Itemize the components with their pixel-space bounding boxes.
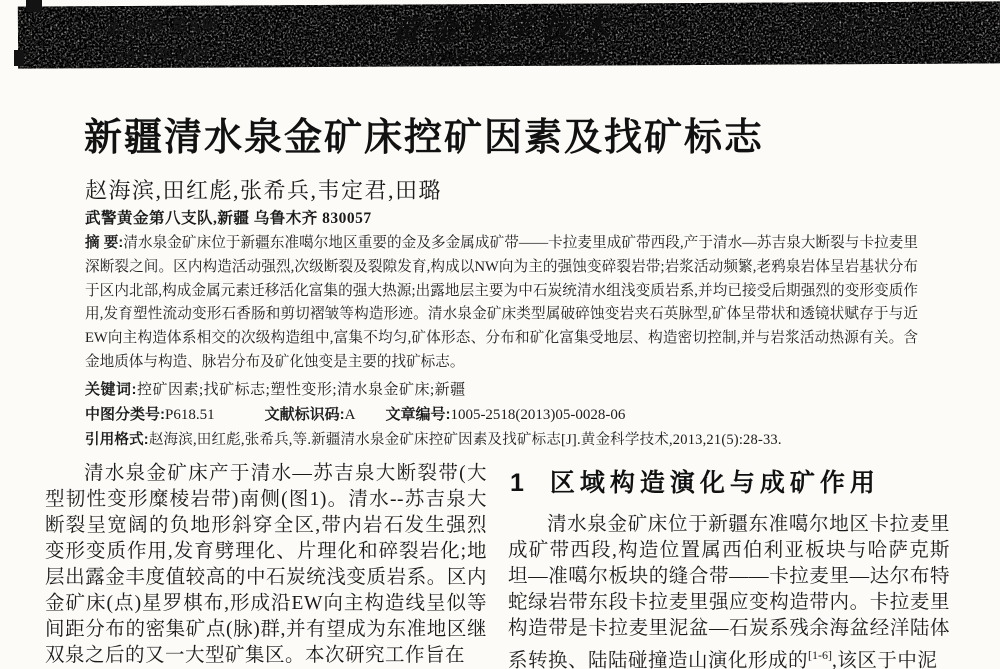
abstract-text: 清水泉金矿床位于新疆东准噶尔地区重要的金及多金属成矿带——卡拉麦里成矿带西段,产于清水—苏吉泉大断裂与卡拉麦里深断裂之间。区内构造活动强烈,次级断裂及裂隙发育,构成以NW向为主的强蚀变碎裂岩带;岩浆活动频繁,老鸦泉岩体呈岩基状分布于区内北部,构成金属元素迁移活化富集的强大热源;出露地层主要为中石炭统清水组浅变质岩系,并均已接受后期强烈的变形变质作用,发育塑性流动变形石香肠和剪切褶皱等构造形迹。清水泉金矿床类型属破碎蚀变岩夹石英脉型,矿体呈带状和透镜状赋存于与近EW向主构造体系相交的次级构造组中,富集不均匀,矿体形态、分布和矿化富集受地层、构造密切控制,并与岩浆活动热源有关。含金地质体与构造、脉岩分布及矿化蚀变是主要的找矿标志。: [85, 235, 919, 370]
section-1-text-after-ref: ,该区于中泥: [832, 650, 938, 669]
intro-paragraph: 清水泉金矿床产于清水—苏吉泉大断裂带(大型韧性变形糜棱岩带)南侧(图1)。清水--苏吉泉大断裂呈宽阔的负地形斜穿全区,带内岩石发生强烈变形变质作用,发育劈理化、片理化和碎裂岩化;地层出露金丰度值较高的中石炭统浅变质岩系。区内金矿床(点)星罗棋布,形成沿EW向主构造线呈似等间距分布的密集矿点(脉)群,并有望成为东准地区继双泉之后的又一大型矿集区。本次研究工作旨在: [45, 463, 487, 666]
doc-code-value: A: [344, 407, 356, 423]
abstract-label: 摘 要:: [85, 235, 124, 251]
masthead-band: [18, 1, 1000, 68]
date-en: Oct. 2013: [827, 38, 900, 57]
clc-number: [85, 403, 215, 424]
section-1-paragraph: [508, 512, 950, 669]
citation-label: 引用格式:: [85, 432, 149, 448]
citation: [85, 428, 965, 449]
masthead-volume-issue-en: [777, 11, 948, 57]
left-column: [45, 461, 487, 669]
affiliation: 武警黄金第八支队,新疆 乌鲁木齐 830057: [85, 210, 372, 227]
masthead-volume-issue-cn: [75, 12, 252, 69]
scan-artifact: [26, 0, 42, 12]
volume-issue-cn: 第21卷 第5期: [105, 16, 220, 39]
section-1-number: 1: [510, 469, 524, 497]
article-id: [385, 403, 625, 424]
reference-marker: [1-6]: [808, 648, 833, 662]
authors: 赵海滨,田红彪,张希兵,韦定君,田璐: [85, 178, 443, 203]
section-1-title: 区域构造演化与成矿作用: [549, 469, 880, 497]
citation-text: 赵海滨,田红彪,张希兵,等.新疆清水泉金矿床控矿因素及找矿标志[J].黄金科学技术,2013,21(5):28-33.: [148, 432, 782, 448]
scan-artifact: [14, 50, 24, 66]
clc-value: P618.51: [165, 407, 215, 423]
article-id-label: 文章编号:: [385, 406, 451, 423]
document-code: [265, 403, 356, 424]
keywords-text: 控矿因素;找矿标志;塑性变形;清水泉金矿床;新疆: [137, 382, 466, 398]
section-1-text: 清水泉金矿床位于新疆东准噶尔地区卡拉麦里成矿带西段,构造位置属西伯利亚板块与哈萨克斯坦—准噶尔板块的缝合带——卡拉麦里—达尔布特蛇绿岩带东段卡拉麦里强应变构造带内。卡拉麦里构造带是卡拉麦里泥盆—石炭系残余海盆经洋陆体系转换、陆陆碰撞造山演化形成的: [508, 514, 950, 669]
article-title: 新疆清水泉金矿床控矿因素及找矿标志: [84, 117, 765, 159]
volume-issue-en: Vol. 21 No. 5: [805, 12, 920, 33]
abstract: [85, 232, 918, 375]
journal-title-en: Gold Science and Technology: [403, 46, 607, 67]
clc-label: 中图分类号:: [85, 406, 165, 423]
right-column: [508, 461, 950, 669]
journal-title-block: [390, 4, 619, 66]
section-1-heading: [510, 463, 950, 499]
body-columns: [45, 461, 950, 669]
keywords-label: 关键词:: [85, 381, 137, 398]
doc-code-label: 文献标识码:: [264, 406, 345, 423]
keywords: [85, 378, 918, 399]
date-cn: 2013年10月: [115, 44, 213, 67]
journal-title-cn: 黄金科学技术: [389, 9, 619, 49]
article-id-value: 1005-2518(2013)05-0028-06: [450, 407, 626, 423]
classification-row: [85, 403, 945, 424]
